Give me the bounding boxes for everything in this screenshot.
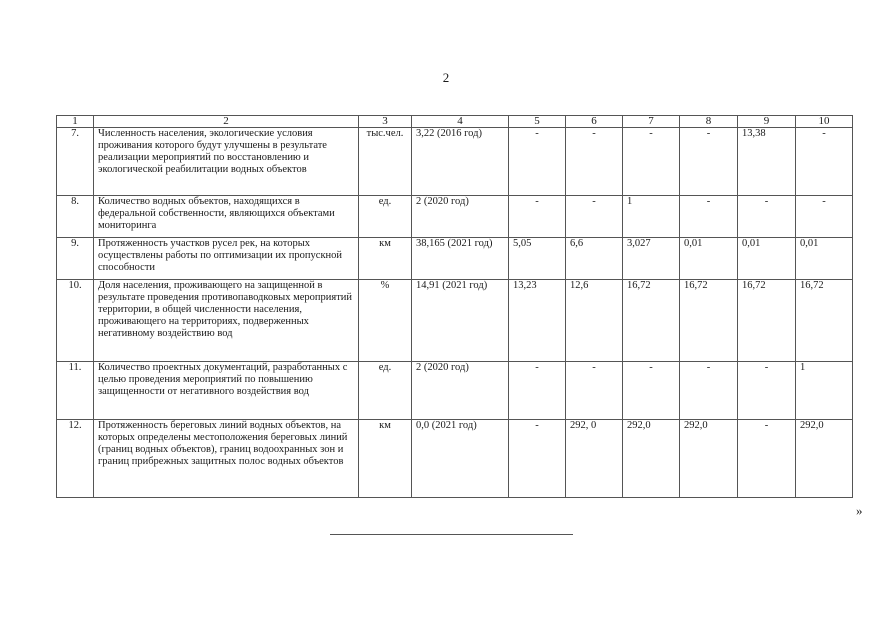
row-number: 9. [57,238,94,280]
year-value: - [796,196,853,238]
indicator-name: Количество проектных документаций, разработанных с целью проведения мероприятий по повышению защищенности от негативного воздействия вод [94,362,359,420]
year-value: - [680,128,738,196]
year-value: - [566,362,623,420]
year-value: 3,027 [623,238,680,280]
year-value: 292,0 [680,420,738,498]
row-number: 11. [57,362,94,420]
indicators-table [56,115,853,498]
year-value: - [509,362,566,420]
year-value: 12,6 [566,280,623,362]
year-value: 16,72 [796,280,853,362]
column-header: 5 [509,116,566,128]
year-value: 16,72 [680,280,738,362]
row-number: 10. [57,280,94,362]
table-row [57,128,853,196]
table-row [57,280,853,362]
year-value: 16,72 [623,280,680,362]
table-row [57,420,853,498]
unit-cell: ед. [359,362,412,420]
table-row [57,238,853,280]
year-value: - [623,362,680,420]
row-number: 7. [57,128,94,196]
base-value: 2 (2020 год) [412,362,509,420]
year-value: - [623,128,680,196]
year-value: - [566,196,623,238]
column-header: 3 [359,116,412,128]
year-value: 0,01 [738,238,796,280]
year-value: - [738,362,796,420]
unit-cell: км [359,420,412,498]
year-value: - [509,196,566,238]
page-number: 2 [442,70,450,85]
year-value: 0,01 [680,238,738,280]
year-value: 292,0 [796,420,853,498]
column-header: 1 [57,116,94,128]
column-header: 10 [796,116,853,128]
table-row [57,362,853,420]
closing-quote: » [856,503,863,518]
year-value: - [738,196,796,238]
year-value: 0,01 [796,238,853,280]
column-header: 9 [738,116,796,128]
year-value: 13,38 [738,128,796,196]
year-value: - [680,362,738,420]
unit-cell: тыс.чел. [359,128,412,196]
year-value: - [738,420,796,498]
base-value: 3,22 (2016 год) [412,128,509,196]
base-value: 38,165 (2021 год) [412,238,509,280]
year-value: - [509,420,566,498]
year-value: - [680,196,738,238]
base-value: 14,91 (2021 год) [412,280,509,362]
indicator-name: Доля населения, проживающего на защищенной в результате проведения противопаводковых мероприятий территории, в общей численности населения, проживающего на территориях, подверженных негативному воздействию вод [94,280,359,362]
table-row [57,196,853,238]
year-value: - [509,128,566,196]
indicator-name: Численность населения, экологические условия проживания которого будут улучшены в результате реализации мероприятий по восстановлению и экологической реабилитации водных объектов [94,128,359,196]
column-header: 7 [623,116,680,128]
column-header: 8 [680,116,738,128]
row-number: 12. [57,420,94,498]
row-number: 8. [57,196,94,238]
year-value: - [566,128,623,196]
indicator-name: Протяженность береговых линий водных объектов, на которых определены местоположения береговых линий (границ водных объектов), границ водоохранных зон и границ прибрежных защитных полос водных объектов [94,420,359,498]
year-value: 5,05 [509,238,566,280]
indicator-name: Количество водных объектов, находящихся в федеральной собственности, являющихся объектами мониторинга [94,196,359,238]
footer-divider [330,534,573,535]
year-value: 1 [623,196,680,238]
unit-cell: ед. [359,196,412,238]
unit-cell: % [359,280,412,362]
year-value: 292, 0 [566,420,623,498]
unit-cell: км [359,238,412,280]
column-header: 2 [94,116,359,128]
column-header: 4 [412,116,509,128]
base-value: 0,0 (2021 год) [412,420,509,498]
year-value: 16,72 [738,280,796,362]
year-value: - [796,128,853,196]
column-header: 6 [566,116,623,128]
year-value: 292,0 [623,420,680,498]
year-value: 1 [796,362,853,420]
base-value: 2 (2020 год) [412,196,509,238]
year-value: 13,23 [509,280,566,362]
indicator-name: Протяженность участков русел рек, на которых осуществлены работы по оптимизации их пропускной способности [94,238,359,280]
year-value: 6,6 [566,238,623,280]
header-row [57,116,853,128]
